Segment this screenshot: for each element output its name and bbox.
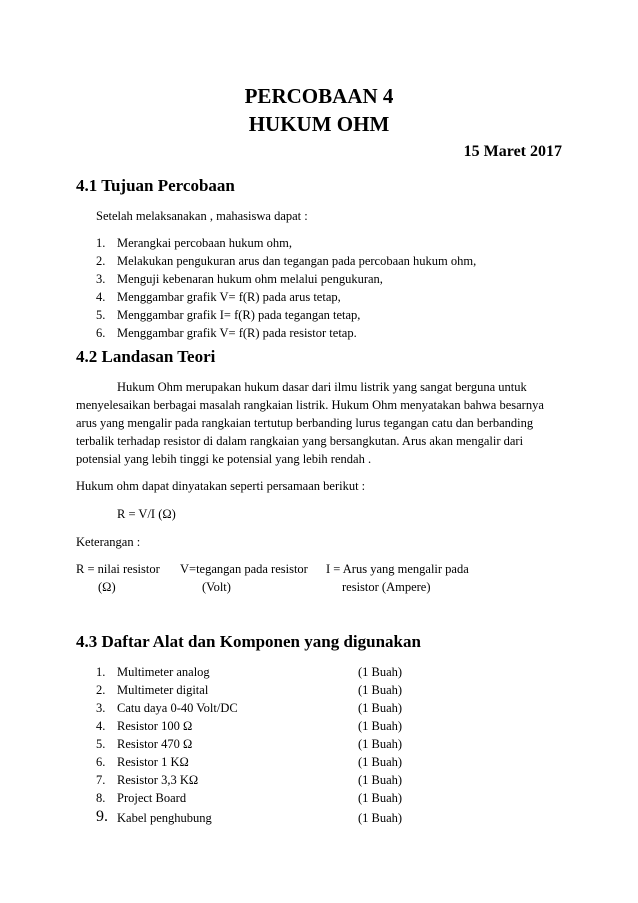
tujuan-item: Menggambar grafik V= f(R) pada arus tetap, xyxy=(117,290,341,304)
section-heading-tujuan: 4.1 Tujuan Percobaan xyxy=(76,176,235,195)
tujuan-num: 4. xyxy=(96,290,106,304)
tujuan-item: Menggambar grafik V= f(R) pada resistor tetap. xyxy=(117,326,357,340)
alat-name: Resistor 100 Ω xyxy=(117,719,193,733)
alat-qty: (1 Buah) xyxy=(358,737,403,751)
definition-i-unit: resistor (Ampere) xyxy=(342,580,431,594)
alat-num: 5. xyxy=(96,737,106,751)
landasan-paragraph-line: Hukum Ohm merupakan hukum dasar dari ilmu listrik yang sangat berguna untuk xyxy=(117,380,527,394)
alat-name: Resistor 3,3 KΩ xyxy=(117,773,199,787)
tujuan-num: 6. xyxy=(96,326,106,340)
alat-name: Catu daya 0-40 Volt/DC xyxy=(117,701,238,715)
ohm-formula: R = V/I (Ω) xyxy=(117,507,176,521)
alat-qty: (1 Buah) xyxy=(358,683,403,697)
alat-qty: (1 Buah) xyxy=(358,665,403,679)
alat-num: 4. xyxy=(96,719,106,733)
document-date: 15 Maret 2017 xyxy=(463,143,562,160)
alat-name: Multimeter analog xyxy=(117,665,210,679)
hukum-ohm-statement: Hukum ohm dapat dinyatakan seperti persamaan berikut : xyxy=(76,479,366,493)
section-heading-daftar-alat: 4.3 Daftar Alat dan Komponen yang digunakan xyxy=(76,632,421,651)
alat-qty: (1 Buah) xyxy=(358,755,403,769)
alat-num: 9. xyxy=(96,808,108,825)
alat-num: 6. xyxy=(96,755,106,769)
alat-qty: (1 Buah) xyxy=(358,701,403,715)
tujuan-num: 2. xyxy=(96,254,106,268)
tujuan-item: Menggambar grafik I= f(R) pada tegangan tetap, xyxy=(117,308,361,322)
alat-name: Kabel penghubung xyxy=(117,811,212,825)
definition-i: I = Arus yang mengalir pada xyxy=(326,562,469,576)
alat-num: 1. xyxy=(96,665,106,679)
alat-qty: (1 Buah) xyxy=(358,811,403,825)
keterangan-label: Keterangan : xyxy=(76,535,141,549)
landasan-paragraph-line: potensial yang lebih tinggi ke potensial yang lebih rendah . xyxy=(76,452,372,466)
document-subtitle: HUKUM OHM xyxy=(248,112,390,136)
definition-v-unit: (Volt) xyxy=(202,580,231,594)
alat-qty: (1 Buah) xyxy=(358,719,403,733)
alat-name: Project Board xyxy=(117,791,187,805)
tujuan-item: Menguji kebenaran hukum ohm melalui pengukuran, xyxy=(117,272,383,286)
tujuan-item: Merangkai percobaan hukum ohm, xyxy=(117,236,292,250)
alat-num: 7. xyxy=(96,773,106,787)
alat-num: 2. xyxy=(96,683,106,697)
alat-num: 3. xyxy=(96,701,106,715)
alat-name: Multimeter digital xyxy=(117,683,209,697)
alat-name: Resistor 1 KΩ xyxy=(117,755,189,769)
tujuan-num: 5. xyxy=(96,308,106,322)
tujuan-item: Melakukan pengukuran arus dan tegangan pada percobaan hukum ohm, xyxy=(117,254,477,268)
tujuan-intro: Setelah melaksanakan , mahasiswa dapat : xyxy=(96,209,308,223)
definition-v: V=tegangan pada resistor xyxy=(180,562,308,576)
section-heading-landasan: 4.2 Landasan Teori xyxy=(76,347,216,366)
alat-qty: (1 Buah) xyxy=(358,791,403,805)
tujuan-num: 3. xyxy=(96,272,106,286)
landasan-paragraph-line: terbalik terhadap resistor di dalam rangkaian yang bersangkutan. Arus akan mengalir dari xyxy=(76,434,524,448)
alat-qty: (1 Buah) xyxy=(358,773,403,787)
definition-r: R = nilai resistor xyxy=(76,562,160,576)
definition-r-unit: (Ω) xyxy=(98,580,116,594)
document-title: PERCOBAAN 4 xyxy=(244,84,394,108)
tujuan-num: 1. xyxy=(96,236,106,250)
alat-name: Resistor 470 Ω xyxy=(117,737,193,751)
landasan-paragraph-line: menyelesaikan berbagai masalah rangkaian listrik. Hukum Ohm menyatakan bahwa besarnya xyxy=(76,398,544,412)
alat-num: 8. xyxy=(96,791,106,805)
landasan-paragraph-line: arus yang mengalir pada rangkaian tertutup berbanding lurus tegangan catu dan berbanding xyxy=(76,416,534,430)
